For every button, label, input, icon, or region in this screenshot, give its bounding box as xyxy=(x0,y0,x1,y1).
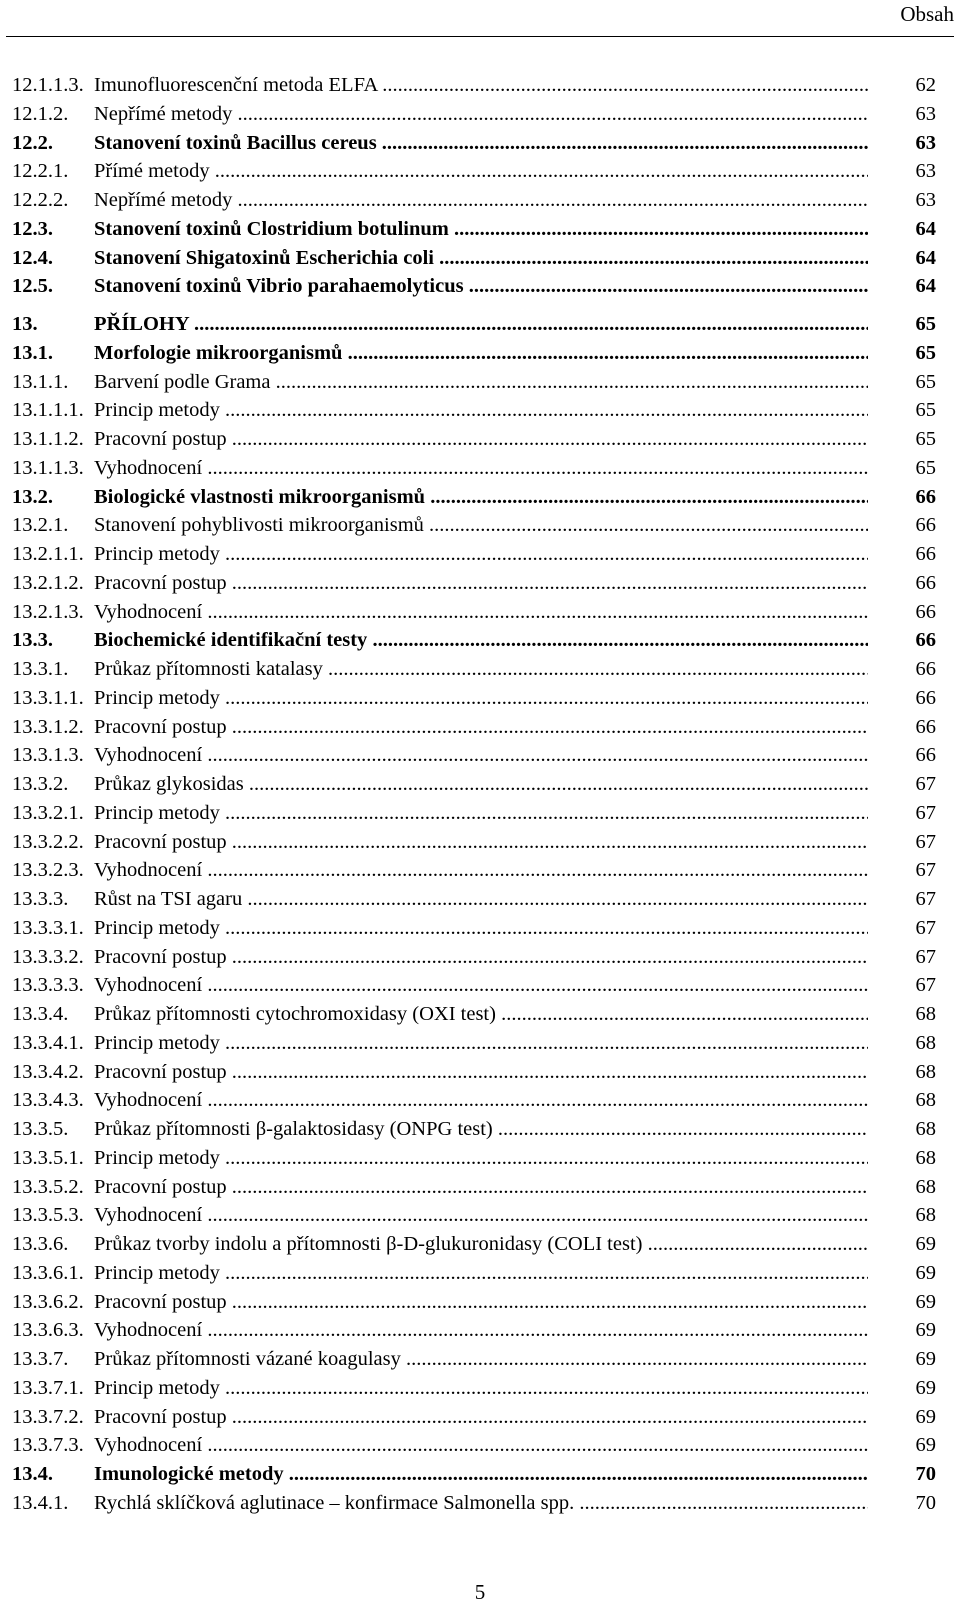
toc-entry-page: 68 xyxy=(915,1031,936,1054)
toc-entry-number: 13.1. xyxy=(12,341,53,364)
toc-entry-page: 63 xyxy=(915,189,936,211)
toc-entry-title-text: Rychlá sklíčková aglutinace – konfirmace Salmonella spp. xyxy=(94,1491,575,1514)
toc-entry[interactable] xyxy=(12,1460,948,1489)
toc-entry-title xyxy=(94,272,868,301)
toc-entry[interactable] xyxy=(12,339,948,368)
toc-entry-title-text: Stanovení Shigatoxinů Escherichia coli xyxy=(94,246,435,269)
toc-entry[interactable] xyxy=(12,129,948,158)
toc-entry-title-text: Stanovení toxinů Clostridium botulinum xyxy=(94,217,449,240)
toc-entry-title xyxy=(94,1374,868,1403)
toc-entry-title-text: Biologické vlastnosti mikroorganismů xyxy=(94,485,426,508)
toc-entry-title-text: Pracovní postup xyxy=(94,1175,227,1198)
toc-entry-title xyxy=(94,971,868,1000)
toc-entry-page: 68 xyxy=(915,1089,936,1112)
toc-entry-page: 68 xyxy=(915,1003,936,1025)
toc-entry-page: 68 xyxy=(915,1060,936,1083)
toc-entry-number: 13.3.5.3. xyxy=(12,1204,84,1227)
toc-entry-number: 13.1.1.1. xyxy=(12,399,84,422)
table-of-contents xyxy=(12,71,948,1518)
toc-entry[interactable] xyxy=(12,914,948,943)
toc-entry[interactable] xyxy=(12,215,948,244)
toc-entry[interactable] xyxy=(12,799,948,828)
toc-entry-number: 12.5. xyxy=(12,275,53,298)
toc-entry-title xyxy=(94,71,868,100)
toc-entry[interactable] xyxy=(12,186,948,215)
toc-entry-page: 65 xyxy=(915,313,936,335)
toc-entry-title xyxy=(94,511,868,540)
toc-entry-title-text: Pracovní postup xyxy=(94,945,227,968)
toc-entry-title-text: Vyhodnocení xyxy=(94,974,203,997)
toc-entry-title xyxy=(94,1029,868,1058)
toc-entry-number: 13.3.1.1. xyxy=(12,686,84,709)
toc-entry-page: 68 xyxy=(915,1118,936,1140)
toc-entry-number: 13.3. xyxy=(12,629,53,652)
toc-entry-number: 13.3.7. xyxy=(12,1348,69,1370)
toc-entry[interactable] xyxy=(12,1144,948,1173)
toc-entry[interactable] xyxy=(12,368,948,397)
toc-entry-number: 13.2. xyxy=(12,485,53,508)
toc-entry-page: 66 xyxy=(915,543,936,565)
toc-entry-title-text: Imunologické metody xyxy=(94,1463,284,1485)
toc-entry-number: 13.1.1.3. xyxy=(12,456,84,479)
toc-entry-page: 65 xyxy=(915,456,936,479)
toc-entry[interactable] xyxy=(12,1029,948,1058)
toc-entry-title xyxy=(94,186,868,215)
toc-entry[interactable] xyxy=(12,770,948,799)
toc-entry-title xyxy=(94,310,868,339)
toc-entry-title xyxy=(94,368,868,397)
toc-entry-number: 13.3.2.3. xyxy=(12,859,84,882)
toc-entry-title-text: Imunofluorescenční metoda ELFA xyxy=(94,74,378,96)
toc-entry-number: 13.3.7.1. xyxy=(12,1376,84,1399)
toc-entry-title xyxy=(94,129,868,158)
toc-entry-page: 68 xyxy=(915,1204,936,1227)
toc-entry-title-text: Pracovní postup xyxy=(94,830,227,853)
toc-entry-title xyxy=(94,1230,868,1259)
toc-entry-title-text: Princip metody xyxy=(94,1261,220,1284)
toc-entry-number: 13. xyxy=(12,313,38,335)
toc-entry-title-text: Vyhodnocení xyxy=(94,859,203,882)
toc-entry-title xyxy=(94,655,868,684)
toc-entry-number: 13.4.1. xyxy=(12,1491,69,1514)
toc-entry-title xyxy=(94,770,868,799)
toc-entry-title-text: Přímé metody xyxy=(94,160,210,183)
toc-entry-number: 13.4. xyxy=(12,1463,53,1485)
toc-entry-number: 13.2.1.1. xyxy=(12,543,84,565)
toc-entry-title xyxy=(94,1431,868,1460)
toc-entry[interactable] xyxy=(12,1115,948,1144)
page-number: 5 xyxy=(474,1580,486,1604)
toc-entry-title xyxy=(94,244,868,273)
toc-entry-title xyxy=(94,943,868,972)
toc-entry[interactable] xyxy=(12,1259,948,1288)
toc-entry-number: 12.1.1.3. xyxy=(12,74,84,96)
toc-entry[interactable] xyxy=(12,244,948,273)
toc-entry[interactable] xyxy=(12,598,948,627)
toc-entry-title xyxy=(94,626,868,655)
toc-entry-title xyxy=(94,540,868,569)
toc-entry-number: 13.3.6. xyxy=(12,1233,69,1255)
toc-entry-page: 65 xyxy=(915,370,936,393)
toc-entry-title xyxy=(94,598,868,627)
toc-entry-page: 67 xyxy=(915,801,936,824)
toc-entry-title xyxy=(94,483,868,512)
toc-entry-title-text: Princip metody xyxy=(94,1376,220,1399)
toc-entry-page: 67 xyxy=(915,888,936,910)
toc-entry[interactable] xyxy=(12,1345,948,1374)
toc-entry[interactable] xyxy=(12,856,948,885)
toc-entry[interactable] xyxy=(12,540,948,569)
toc-entry-number: 13.3.3.3. xyxy=(12,974,84,997)
toc-entry-number: 13.3.6.1. xyxy=(12,1261,84,1284)
toc-entry-page: 63 xyxy=(915,102,936,125)
toc-entry-number: 13.3.1.2. xyxy=(12,715,84,738)
toc-entry[interactable] xyxy=(12,1058,948,1087)
toc-entry[interactable] xyxy=(12,483,948,512)
toc-entry-title xyxy=(94,914,868,943)
toc-entry[interactable] xyxy=(12,971,948,1000)
toc-entry-page: 63 xyxy=(915,160,936,183)
page-header xyxy=(0,0,960,40)
toc-entry-title xyxy=(94,713,868,742)
toc-entry[interactable] xyxy=(12,310,948,339)
toc-entry-title-text: Vyhodnocení xyxy=(94,1434,203,1457)
toc-entry-title xyxy=(94,1460,868,1489)
toc-entry-number: 13.3.2.2. xyxy=(12,830,84,853)
toc-entry-number: 12.2.2. xyxy=(12,189,69,211)
toc-entry-number: 13.3.6.2. xyxy=(12,1290,84,1313)
toc-entry-number: 13.1.1.2. xyxy=(12,428,84,450)
toc-entry-title-text: Nepřímé metody xyxy=(94,102,233,125)
toc-entry[interactable] xyxy=(12,71,948,100)
toc-entry-page: 67 xyxy=(915,916,936,939)
toc-entry-page: 70 xyxy=(915,1491,936,1514)
toc-entry-number: 13.3.3.1. xyxy=(12,916,84,939)
toc-entry-page: 66 xyxy=(915,485,936,508)
toc-entry-page: 67 xyxy=(915,945,936,968)
toc-entry-page: 69 xyxy=(915,1319,936,1342)
toc-entry-page: 64 xyxy=(915,275,936,298)
toc-entry-page: 69 xyxy=(915,1434,936,1457)
toc-entry-title-text: Stanovení toxinů Bacillus cereus xyxy=(94,131,377,154)
toc-entry-page: 66 xyxy=(915,514,936,537)
toc-entry-page: 69 xyxy=(915,1233,936,1255)
toc-entry-title xyxy=(94,684,868,713)
toc-entry[interactable] xyxy=(12,1173,948,1202)
toc-entry-title xyxy=(94,1115,868,1144)
toc-entry-title xyxy=(94,1489,868,1518)
toc-entry-page: 70 xyxy=(915,1463,936,1485)
toc-entry-number: 13.3.2.1. xyxy=(12,801,84,824)
toc-entry-number: 13.3.4. xyxy=(12,1003,69,1025)
toc-entry[interactable] xyxy=(12,1374,948,1403)
toc-entry-number: 13.2.1. xyxy=(12,514,69,537)
toc-entry[interactable] xyxy=(12,396,948,425)
toc-entry-title-text: Pracovní postup xyxy=(94,571,227,594)
toc-entry[interactable] xyxy=(12,684,948,713)
toc-entry-page: 67 xyxy=(915,773,936,795)
toc-entry-title xyxy=(94,396,868,425)
toc-entry-title-text: Princip metody xyxy=(94,1031,220,1054)
toc-entry-number: 13.3.6.3. xyxy=(12,1319,84,1342)
toc-entry-number: 12.3. xyxy=(12,217,53,240)
toc-entry-title-text: Průkaz přítomnosti katalasy xyxy=(94,658,323,680)
toc-entry[interactable] xyxy=(12,713,948,742)
toc-entry-number: 13.2.1.3. xyxy=(12,600,84,623)
toc-entry-title xyxy=(94,1086,868,1115)
toc-entry-page: 66 xyxy=(915,686,936,709)
toc-entry-title-text: Růst na TSI agaru xyxy=(94,888,243,910)
toc-entry-number: 13.3.5.1. xyxy=(12,1146,84,1169)
toc-entry-title-text: Vyhodnocení xyxy=(94,600,203,623)
toc-entry-number: 13.3.1. xyxy=(12,658,69,680)
toc-entry-title xyxy=(94,1316,868,1345)
toc-entry-title xyxy=(94,425,868,454)
toc-entry-page: 65 xyxy=(915,341,936,364)
toc-entry-title xyxy=(94,1259,868,1288)
toc-entry-page: 67 xyxy=(915,859,936,882)
toc-entry-page: 69 xyxy=(915,1376,936,1399)
toc-entry[interactable] xyxy=(12,1316,948,1345)
toc-entry[interactable] xyxy=(12,1288,948,1317)
toc-entry-title xyxy=(94,1058,868,1087)
toc-entry[interactable] xyxy=(12,828,948,857)
toc-entry-title xyxy=(94,828,868,857)
toc-entry-page: 64 xyxy=(915,246,936,269)
toc-entry-title-text: Průkaz přítomnosti cytochromoxidasy (OXI test) xyxy=(94,1003,496,1025)
toc-entry-page: 69 xyxy=(915,1261,936,1284)
toc-entry-number: 13.3.7.3. xyxy=(12,1434,84,1457)
toc-entry-title-text: Průkaz přítomnosti β-galaktosidasy (ONPG test) xyxy=(94,1118,493,1140)
toc-entry[interactable] xyxy=(12,655,948,684)
toc-entry-page: 64 xyxy=(915,217,936,240)
toc-entry-title xyxy=(94,1000,868,1029)
toc-entry-number: 13.3.2. xyxy=(12,773,69,795)
toc-entry[interactable] xyxy=(12,425,948,454)
toc-entry-title xyxy=(94,1403,868,1432)
toc-entry-title-text: Vyhodnocení xyxy=(94,1319,203,1342)
toc-entry-number: 13.2.1.2. xyxy=(12,571,84,594)
toc-entry[interactable] xyxy=(12,569,948,598)
toc-entry-page: 66 xyxy=(915,658,936,680)
toc-entry-page: 66 xyxy=(915,600,936,623)
toc-entry-title xyxy=(94,1173,868,1202)
toc-entry-title-text: Biochemické identifikační testy xyxy=(94,629,368,652)
toc-entry-title-text: Stanovení toxinů Vibrio parahaemolyticus xyxy=(94,275,464,298)
toc-entry-page: 68 xyxy=(915,1175,936,1198)
toc-entry-number: 13.3.1.3. xyxy=(12,744,84,767)
toc-entry-title xyxy=(94,885,868,914)
toc-entry-title-text: Průkaz glykosidas xyxy=(94,773,244,795)
toc-entry[interactable] xyxy=(12,454,948,483)
toc-entry-title-text: PŘÍLOHY xyxy=(94,313,189,335)
toc-entry-title-text: Pracovní postup xyxy=(94,715,227,738)
toc-entry-page: 65 xyxy=(915,399,936,422)
toc-entry-title-text: Pracovní postup xyxy=(94,1405,227,1428)
toc-entry-title-text: Vyhodnocení xyxy=(94,1204,203,1227)
toc-entry-number: 13.3.3.2. xyxy=(12,945,84,968)
toc-entry-number: 12.4. xyxy=(12,246,53,269)
toc-entry-title xyxy=(94,454,868,483)
toc-entry-number: 12.1.2. xyxy=(12,102,69,125)
toc-entry-title-text: Vyhodnocení xyxy=(94,456,203,479)
toc-entry-title-text: Průkaz tvorby indolu a přítomnosti β-D-glukuronidasy (COLI test) xyxy=(94,1233,643,1255)
toc-entry-title-text: Princip metody xyxy=(94,801,220,824)
toc-entry-number: 13.3.7.2. xyxy=(12,1405,84,1428)
toc-entry-number: 13.3.3. xyxy=(12,888,69,910)
header-rule xyxy=(6,36,954,37)
toc-entry-title xyxy=(94,1288,868,1317)
toc-entry-page: 66 xyxy=(915,744,936,767)
toc-entry-title-text: Nepřímé metody xyxy=(94,189,233,211)
toc-entry-page: 66 xyxy=(915,715,936,738)
toc-entry[interactable] xyxy=(12,1086,948,1115)
toc-entry[interactable] xyxy=(12,626,948,655)
toc-entry-number: 12.2. xyxy=(12,131,53,154)
toc-entry-title xyxy=(94,339,868,368)
toc-entry-title-text: Pracovní postup xyxy=(94,1290,227,1313)
toc-entry-page: 63 xyxy=(915,131,936,154)
toc-entry[interactable] xyxy=(12,1403,948,1432)
toc-entry-title-text: Barvení podle Grama xyxy=(94,370,271,393)
toc-entry-title xyxy=(94,157,868,186)
toc-entry[interactable] xyxy=(12,885,948,914)
toc-entry-number: 13.3.5. xyxy=(12,1118,69,1140)
toc-entry-number: 12.2.1. xyxy=(12,160,69,183)
toc-entry-page: 66 xyxy=(915,629,936,652)
toc-entry[interactable] xyxy=(12,1431,948,1460)
toc-entry-title xyxy=(94,1345,868,1374)
toc-entry-page: 69 xyxy=(915,1405,936,1428)
toc-entry-number: 13.3.4.2. xyxy=(12,1060,84,1083)
toc-entry-title xyxy=(94,799,868,828)
toc-entry[interactable] xyxy=(12,1230,948,1259)
toc-entry-title-text: Vyhodnocení xyxy=(94,1089,203,1112)
toc-entry[interactable] xyxy=(12,1201,948,1230)
toc-entry-title-text: Průkaz přítomnosti vázané koagulasy xyxy=(94,1348,401,1370)
toc-entry-number: 13.1.1. xyxy=(12,370,69,393)
toc-entry-title-text: Pracovní postup xyxy=(94,428,227,450)
toc-entry-title-text: Vyhodnocení xyxy=(94,744,203,767)
toc-entry-title xyxy=(94,856,868,885)
toc-entry-number: 13.3.5.2. xyxy=(12,1175,84,1198)
toc-entry[interactable] xyxy=(12,1000,948,1029)
toc-entry-title xyxy=(94,1144,868,1173)
toc-entry-title-text: Pracovní postup xyxy=(94,1060,227,1083)
toc-entry-number: 13.3.4.3. xyxy=(12,1089,84,1112)
toc-entry-page: 69 xyxy=(915,1290,936,1313)
toc-entry-page: 67 xyxy=(915,830,936,853)
toc-entry[interactable] xyxy=(12,100,948,129)
toc-entry-page: 65 xyxy=(915,428,936,450)
toc-entry[interactable] xyxy=(12,1489,948,1518)
toc-entry[interactable] xyxy=(12,943,948,972)
toc-entry-title-text: Princip metody xyxy=(94,1146,220,1169)
toc-entry[interactable] xyxy=(12,272,948,301)
header-title: Obsah xyxy=(900,2,954,26)
toc-entry-title xyxy=(94,569,868,598)
toc-entry[interactable] xyxy=(12,511,948,540)
toc-entry-title xyxy=(94,741,868,770)
toc-entry-title-text: Princip metody xyxy=(94,686,220,709)
toc-entry-title-text: Princip metody xyxy=(94,399,220,422)
toc-entry-title-text: Princip metody xyxy=(94,543,220,565)
toc-entry-title xyxy=(94,1201,868,1230)
toc-entry-page: 68 xyxy=(915,1146,936,1169)
toc-entry-page: 69 xyxy=(915,1348,936,1370)
toc-entry-title xyxy=(94,215,868,244)
toc-entry[interactable] xyxy=(12,741,948,770)
toc-entry-number: 13.3.4.1. xyxy=(12,1031,84,1054)
toc-entry-page: 62 xyxy=(915,74,936,96)
toc-entry-title-text: Morfologie mikroorganismů xyxy=(94,341,343,364)
toc-entry-page: 66 xyxy=(915,571,936,594)
toc-entry-title-text: Princip metody xyxy=(94,916,220,939)
toc-entry-title-text: Stanovení pohyblivosti mikroorganismů xyxy=(94,514,424,537)
toc-entry[interactable] xyxy=(12,157,948,186)
toc-entry-title xyxy=(94,100,868,129)
toc-entry-page: 67 xyxy=(915,974,936,997)
